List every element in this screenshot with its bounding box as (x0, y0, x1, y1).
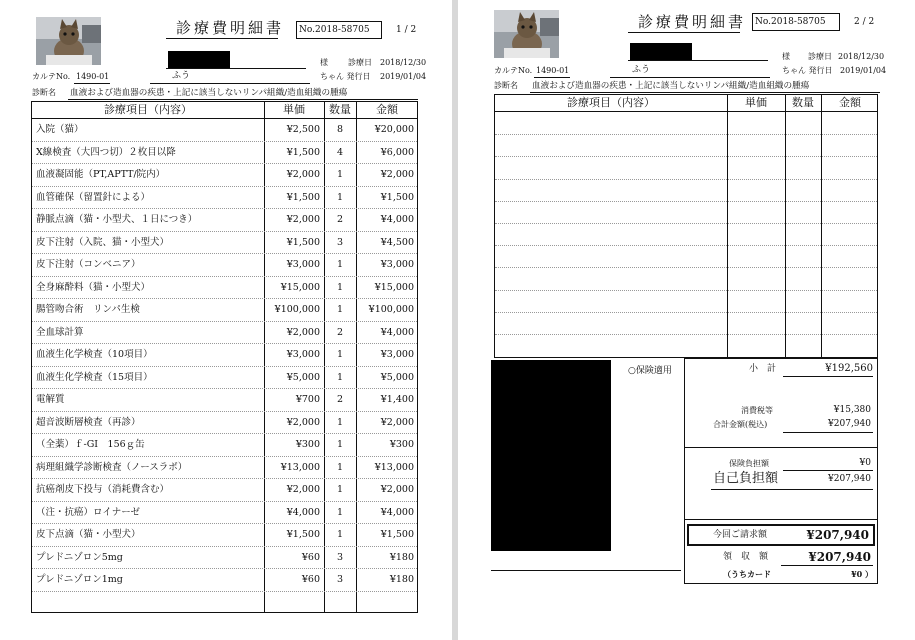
item-unit-price: ¥1,500 (286, 529, 320, 540)
col-header-price: 単価 (283, 103, 305, 116)
item-amount: ¥2,000 (380, 169, 414, 180)
table-row (32, 277, 417, 299)
item-quantity: 1 (336, 461, 344, 473)
cat-photo-logo (36, 17, 101, 65)
empty-row-divider (495, 134, 877, 135)
summary-divider (685, 447, 877, 448)
item-quantity: 4 (336, 146, 344, 158)
item-quantity: 3 (336, 551, 344, 563)
header-divider (495, 111, 877, 112)
item-quantity: 3 (336, 236, 344, 248)
item-amount: ¥180 (389, 551, 414, 563)
item-amount: ¥1,500 (380, 529, 414, 540)
item-amount: ¥3,000 (380, 349, 414, 360)
table-row (32, 322, 417, 344)
invoice-page-1 (0, 0, 452, 640)
table-row (32, 164, 417, 186)
pet-name: ふう (632, 65, 651, 75)
diagnosis-text: 血液および造血器の疾患・上記に該当しないリンパ組織/造血組織の腫瘍 (532, 81, 810, 91)
redacted-clinic-info (491, 360, 611, 551)
item-name: 超音波断層検査（再診） (36, 416, 141, 428)
item-unit-price: ¥2,000 (286, 484, 320, 495)
diagnosis-text: 血液および造血器の疾患・上記に該当しないリンパ組織/造血組織の腫瘍 (70, 88, 348, 98)
issue-date-label: ちゃん 発行日 (320, 72, 371, 81)
page-number: 2 / 2 (854, 17, 875, 27)
pet-name-underline (610, 77, 770, 78)
col-header-price: 単価 (745, 96, 767, 109)
item-amount: ¥5,000 (380, 371, 414, 383)
item-unit-price: ¥2,500 (286, 124, 320, 135)
item-name: 血液生化学検査（15項目） (36, 371, 153, 383)
redacted-owner-name (630, 43, 692, 61)
item-unit-price: ¥60 (301, 551, 320, 563)
table-row (32, 434, 417, 456)
item-amount: ¥1,400 (380, 394, 414, 405)
item-unit-price: ¥4,000 (286, 506, 320, 518)
billing-label: 今回ご請求額 (713, 530, 768, 540)
redacted-owner-name (168, 51, 230, 69)
honorific: 様 (320, 58, 328, 67)
total-label: 合計金額(税込) (713, 420, 768, 429)
exam-date: 2018/12/30 (380, 58, 427, 67)
owner-name-underline (166, 68, 306, 69)
item-name: 血液凝固能（PT,APTT/院内） (36, 169, 166, 180)
item-name: プレドニゾロン1mg (36, 574, 123, 585)
card-label: （うちカード (723, 569, 771, 579)
item-unit-price: ¥1,500 (286, 146, 320, 158)
invoice-title: 診療費明細書 (176, 19, 285, 37)
item-name: 病理組織学診断検査（ノースラボ） (36, 461, 188, 473)
card-value: ¥0 ） (851, 569, 873, 579)
table-row (32, 119, 417, 141)
table-row (32, 367, 417, 389)
item-unit-price: ¥100,000 (274, 304, 320, 315)
subtotal-label: 小 計 (749, 364, 777, 374)
item-amount: ¥13,000 (374, 461, 414, 473)
item-quantity: 2 (336, 326, 344, 338)
item-name: 抗癌剤皮下投与（消耗費含む） (36, 484, 170, 495)
table-row (32, 412, 417, 434)
document-number: No.2018-58705 (296, 21, 382, 39)
item-name: 皮下点滴（猫・小型犬） (36, 529, 141, 540)
table-row (32, 479, 417, 501)
karte-underline (74, 83, 110, 84)
item-unit-price: ¥5,000 (286, 371, 320, 383)
item-name: 皮下注射（コンベニア） (36, 259, 141, 270)
item-name: （全薬）ｆ-GI 156ｇ缶 (36, 439, 145, 450)
tax-label: 消費税等 (741, 406, 773, 415)
insurance-share-underline (783, 470, 873, 471)
col-header-item: 診療項目（内容） (104, 103, 192, 116)
item-quantity: 2 (336, 214, 344, 225)
table-row (32, 524, 417, 546)
empty-row-divider (495, 334, 877, 335)
col-header-item: 診療項目（内容） (567, 96, 655, 109)
item-unit-price: ¥2,000 (286, 214, 320, 225)
subtotal-underline (783, 376, 873, 377)
col-header-qty: 数量 (329, 103, 351, 116)
table-row (32, 142, 417, 164)
honorific: 様 (782, 52, 790, 61)
insurance-share-value: ¥0 (859, 458, 871, 468)
table-row (32, 209, 417, 231)
item-name: 電解質 (36, 394, 65, 405)
summary-box (684, 358, 878, 584)
table-row (32, 232, 417, 254)
item-name: 血管確保（留置針による） (36, 191, 151, 203)
item-unit-price: ¥700 (295, 394, 320, 405)
karte-number: 1490-01 (536, 66, 570, 75)
self-pay-underline (711, 489, 873, 490)
karte-underline (534, 77, 570, 78)
item-name: 全身麻酔料（猫・小型犬） (36, 281, 151, 293)
received-label: 領 収 額 (723, 552, 769, 562)
item-amount: ¥4,000 (380, 326, 414, 338)
item-amount: ¥300 (389, 439, 414, 450)
item-unit-price: ¥2,000 (286, 326, 320, 338)
insurance-share-label: 保険負担額 (729, 459, 769, 468)
row-divider (32, 591, 417, 592)
item-quantity: 3 (336, 574, 344, 585)
invoice-page-2 (458, 0, 915, 640)
invoice-title: 診療費明細書 (638, 13, 747, 31)
item-quantity: 1 (336, 259, 344, 270)
subtotal-value: ¥192,560 (825, 363, 873, 374)
signature-line (491, 570, 681, 571)
item-unit-price: ¥1,500 (286, 191, 320, 203)
item-unit-price: ¥3,000 (286, 349, 320, 360)
exam-date-label: 診療日 (348, 58, 372, 67)
received-value: ¥207,940 (808, 550, 871, 564)
table-row (32, 502, 417, 524)
owner-name-underline (628, 60, 768, 61)
item-amount: ¥6,000 (380, 146, 414, 158)
total-underline (783, 432, 873, 433)
empty-row-divider (495, 223, 877, 224)
received-underline (781, 565, 873, 566)
diagnosis-label: 診断名 (494, 81, 518, 90)
item-unit-price: ¥60 (301, 574, 320, 585)
table-row (32, 389, 417, 411)
item-quantity: 1 (336, 281, 344, 293)
karte-label: カルテNo. (494, 66, 533, 75)
table-row (32, 457, 417, 479)
item-name: 静脈点滴（猫・小型犬、１日につき） (36, 214, 198, 225)
summary-divider-2 (685, 519, 877, 520)
table-row (32, 299, 417, 321)
issue-date: 2019/01/04 (380, 72, 427, 81)
exam-date: 2018/12/30 (838, 52, 885, 61)
item-amount: ¥2,000 (380, 484, 414, 495)
item-quantity: 1 (336, 371, 344, 383)
items-table (31, 101, 418, 613)
item-amount: ¥1,500 (380, 191, 414, 203)
item-name: （注・抗癌）ロイナーゼ (36, 506, 141, 518)
karte-label: カルテNo. (32, 72, 71, 81)
billing-value: ¥207,940 (806, 528, 869, 542)
table-row (32, 187, 417, 209)
title-underline (628, 32, 740, 33)
item-quantity: 1 (336, 191, 344, 203)
title-underline (166, 38, 278, 39)
insurance-applied-label: ○保険適用 (628, 366, 672, 376)
issue-date-label: ちゃん 発行日 (782, 66, 833, 75)
self-pay-value: ¥207,940 (828, 474, 871, 484)
item-unit-price: ¥300 (295, 439, 320, 450)
col-header-amount: 金額 (839, 96, 861, 109)
item-name: 腸管吻合術 リンパ生検 (36, 304, 140, 315)
document-number: No.2018-58705 (752, 13, 840, 31)
tax-value: ¥15,380 (833, 405, 871, 415)
empty-row-divider (495, 245, 877, 246)
item-unit-price: ¥1,500 (286, 236, 320, 248)
col-header-amount: 金額 (376, 103, 398, 116)
item-quantity: 1 (336, 304, 344, 315)
item-amount: ¥4,500 (380, 236, 414, 248)
item-quantity: 1 (336, 439, 344, 450)
item-amount: ¥2,000 (380, 416, 414, 428)
exam-date-label: 診療日 (808, 52, 832, 61)
item-name: 皮下注射（入院、猫・小型犬） (36, 236, 170, 248)
cat-photo-logo (494, 10, 559, 58)
table-row (32, 254, 417, 276)
item-amount: ¥180 (389, 574, 414, 585)
items-table-empty (494, 94, 878, 358)
item-quantity: 1 (336, 169, 344, 180)
total-value: ¥207,940 (828, 419, 871, 429)
item-quantity: 1 (336, 506, 344, 518)
col-header-qty: 数量 (792, 96, 814, 109)
item-quantity: 2 (336, 394, 344, 405)
item-quantity: 1 (336, 349, 344, 360)
pet-name-underline (150, 83, 310, 84)
item-amount: ¥20,000 (374, 124, 414, 135)
empty-row-divider (495, 179, 877, 180)
item-amount: ¥3,000 (380, 259, 414, 270)
empty-row-divider (495, 312, 877, 313)
item-unit-price: ¥3,000 (286, 259, 320, 270)
empty-row-divider (495, 290, 877, 291)
item-amount: ¥15,000 (374, 281, 414, 293)
diagnosis-label: 診断名 (32, 88, 56, 97)
empty-row-divider (495, 156, 877, 157)
diagnosis-underline (530, 92, 880, 93)
empty-row-divider (495, 201, 877, 202)
item-name: X線検査（大四つ切）２枚目以降 (36, 146, 176, 158)
karte-number: 1490-01 (76, 72, 110, 81)
item-name: 血液生化学検査（10項目） (36, 349, 153, 360)
page-number: 1 / 2 (396, 25, 417, 35)
item-quantity: 8 (336, 124, 344, 135)
item-amount: ¥4,000 (380, 214, 414, 225)
table-row (32, 569, 417, 591)
item-amount: ¥4,000 (380, 506, 414, 518)
issue-date: 2019/01/04 (840, 66, 887, 75)
empty-row-divider (495, 267, 877, 268)
item-unit-price: ¥15,000 (280, 281, 320, 293)
item-name: 全血球計算 (36, 326, 84, 338)
item-unit-price: ¥13,000 (280, 461, 320, 473)
item-quantity: 1 (336, 416, 344, 428)
item-unit-price: ¥2,000 (286, 169, 320, 180)
item-name: 入院（猫） (36, 124, 84, 135)
item-name: プレドニゾロン5mg (36, 551, 123, 563)
item-unit-price: ¥2,000 (286, 416, 320, 428)
pet-name: ふう (172, 71, 191, 81)
table-row (32, 547, 417, 569)
table-row (32, 344, 417, 366)
diagnosis-underline (68, 99, 418, 100)
item-quantity: 1 (336, 484, 344, 495)
item-amount: ¥100,000 (368, 304, 414, 315)
item-quantity: 1 (336, 529, 344, 540)
billing-amount-box (687, 524, 875, 546)
self-pay-label: 自己負担額 (713, 471, 779, 486)
